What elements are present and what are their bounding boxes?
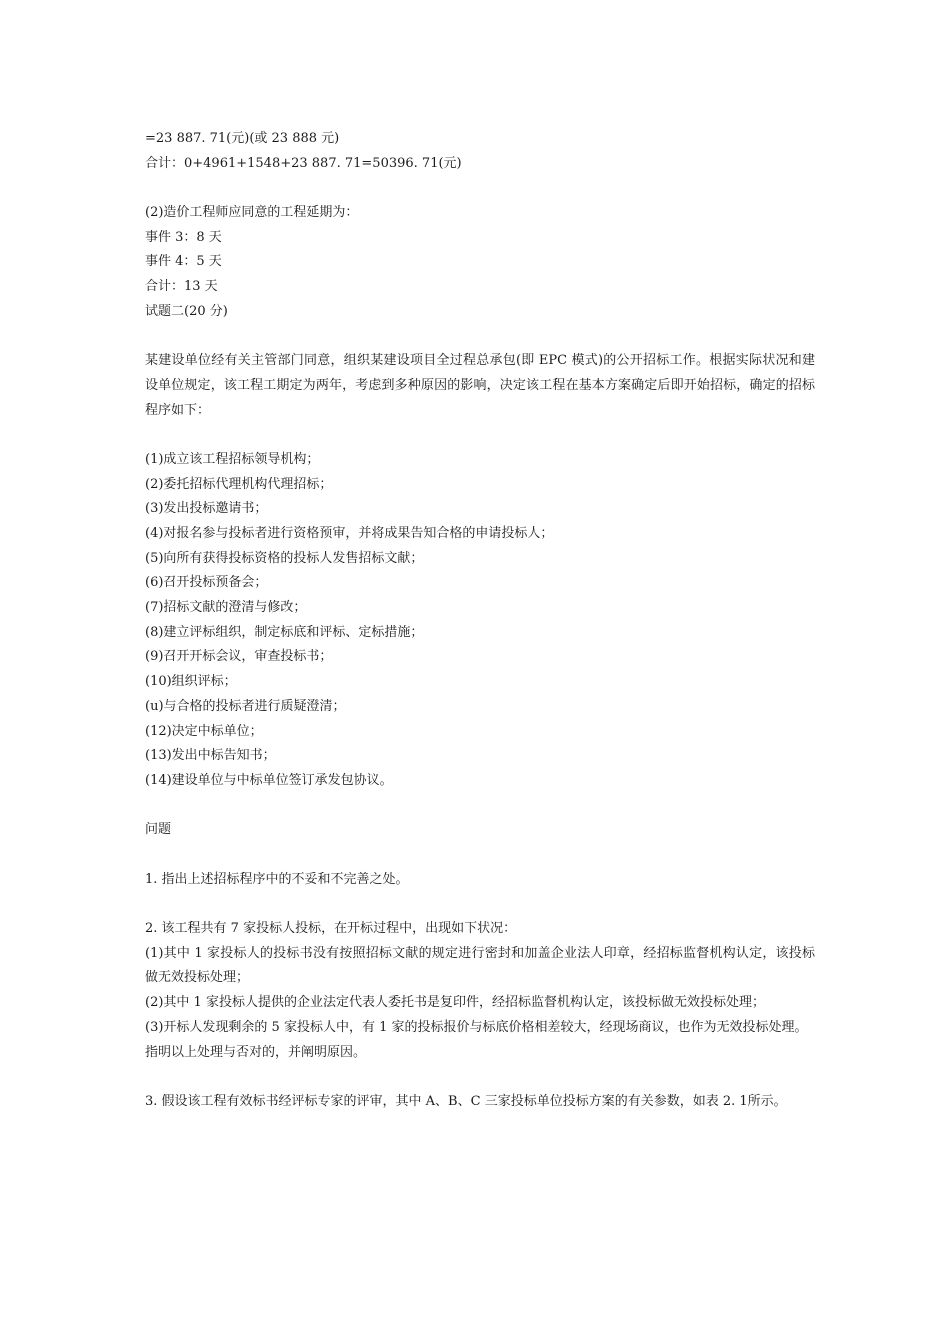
procedure-step-10: (10)组织评标； (145, 674, 237, 690)
procedure-step-9: (9)召开开标会议，审查投标书； (145, 649, 333, 665)
spacer (145, 1065, 815, 1090)
extension-total-line: 合计：13 天 (145, 279, 218, 295)
procedure-step-7: (7)招标文献的澄清与修改； (145, 600, 307, 616)
question-2-title: 试题二(20 分) (145, 303, 228, 319)
spacer (145, 423, 815, 448)
procedure-step-11: (u)与合格的投标者进行质疑澄清； (145, 698, 346, 714)
question-3: 3. 假设该工程有效标书经评标专家的评审，其中 A、B、C 三家投标单位投标方案的有关参数，如表 2. 1所示。 (145, 1093, 787, 1109)
procedure-step-2: (2)委托招标代理机构代理招标； (145, 476, 333, 492)
event-4-line: 事件 4：5 天 (145, 254, 222, 270)
event-3-line: 事件 3：8 天 (145, 229, 222, 245)
calc-result-line: =23 887. 71(元)(或 23 888 元) (145, 131, 340, 146)
procedure-step-14: (14)建设单位与中标单位签订承发包协议。 (145, 772, 393, 788)
question-2-intro: 2. 该工程共有 7 家投标人投标，在开标过程中，出现如下状况： (145, 921, 517, 937)
procedure-step-6: (6)召开投标预备会； (145, 575, 268, 591)
procedure-step-1: (1)成立该工程招标领导机构； (145, 451, 320, 467)
document-body (145, 127, 815, 1115)
question-1: 1. 指出上述招标程序中的不妥和不完善之处。 (145, 871, 409, 887)
question-2-case-3: (3)开标人发现剩余的 5 家投标人中，有 1 家的投标报价与标底价格相差较大，经现场商议，也作为无效投标处理。 (145, 1019, 808, 1035)
procedure-step-3: (3)发出投标邀请书； (145, 501, 268, 517)
procedure-step-8: (8)建立评标组织，制定标底和评标、定标措施； (145, 624, 424, 640)
spacer (145, 325, 815, 350)
procedure-step-4: (4)对报名参与投标者进行资格预审，并将成果告知合格的申请投标人； (145, 526, 554, 542)
procedure-step-5: (5)向所有获得投标资格的投标人发售招标文献； (145, 550, 424, 566)
question-2-case-1: (1)其中 1 家投标人的投标书没有按照招标文献的规定进行密封和加盖企业法人印章，经招标监督机构认定，该投标做无效投标处理； (145, 945, 815, 986)
questions-heading: 问题 (145, 822, 172, 838)
spacer (145, 794, 815, 819)
procedure-step-12: (12)决定中标单位； (145, 723, 263, 739)
calc-total-line: 合计：0+4961+1548+23 887. 71=50396. 71(元) (145, 155, 462, 171)
spacer (145, 176, 815, 201)
question-2-instruction: 指明以上处理与否对的，并阐明原因。 (145, 1044, 367, 1060)
spacer (145, 892, 815, 917)
extension-heading: (2)造价工程师应同意的工程延期为： (145, 205, 359, 221)
background-paragraph: 某建设单位经有关主管部门同意，组织某建设项目全过程总承包(即 EPC 模式)的公开招标工作。根据实际状况和建设单位规定，该工程工期定为两年，考虑到多种原因的影响，决定该工程在基本方案确定后即开始招标，确定的招标程序如下： (145, 353, 815, 418)
spacer (145, 843, 815, 868)
procedure-step-13: (13)发出中标告知书； (145, 748, 276, 764)
question-2-case-2: (2)其中 1 家投标人提供的企业法定代表人委托书是复印件，经招标监督机构认定，该投标做无效投标处理； (145, 995, 765, 1011)
